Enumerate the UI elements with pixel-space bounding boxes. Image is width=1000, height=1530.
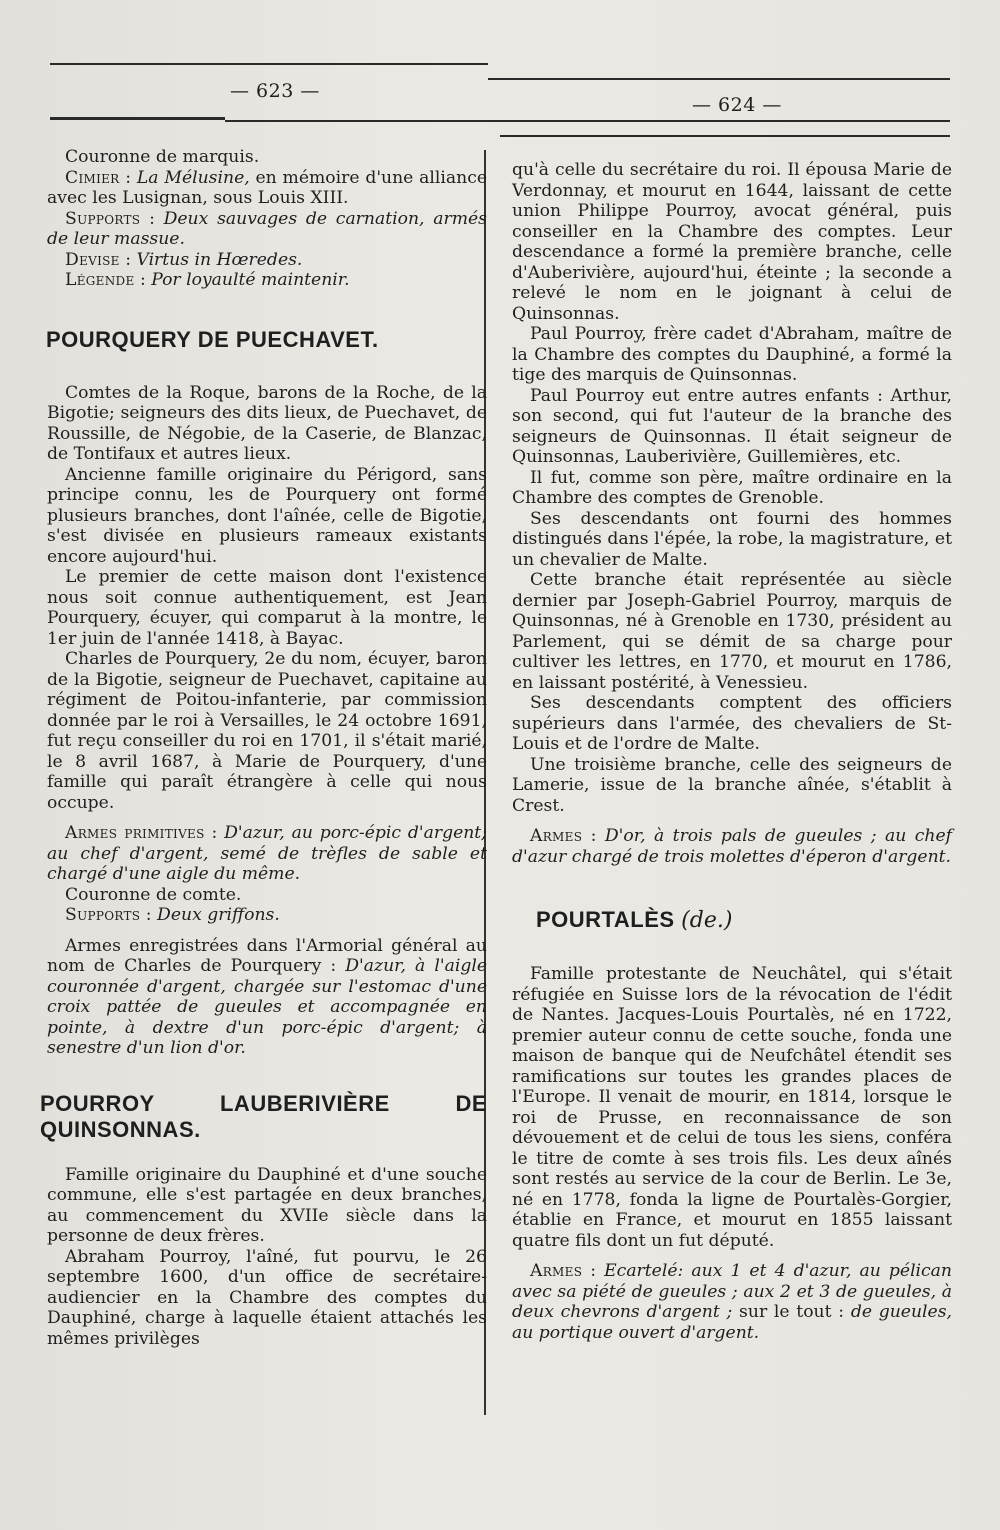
paragraph: Une troisième branche, celle des seigneurs de Lamerie, issue de la branche aînée, s'établit à Crest. — [512, 754, 952, 816]
supports-line: Supports : Deux sauvages de carnation, armés de leur massue. — [47, 208, 487, 249]
paragraph: Il fut, comme son père, maître ordinaire en la Chambre des comptes de Grenoble. — [512, 467, 952, 508]
paragraph: Comtes de la Roque, barons de la Roche, de la Bigotie; seigneurs des dits lieux, de Puechavet, de Roussille, de Négobie, de la Caserie, de Blanzac, de Tontifaux et autres lieux. — [47, 382, 487, 464]
page-number-left: — 623 — — [230, 80, 320, 102]
paragraph: Famille originaire du Dauphiné et d'une souche commune, elle s'est partagée en deux branches, au commencement du XVIIe siècle dans la personne de deux frères. — [47, 1164, 487, 1246]
left-column — [40, 147, 488, 1349]
legende-line: Légende : Por loyaulté maintenir. — [65, 270, 350, 290]
paragraph: Paul Pourroy, frère cadet d'Abraham, maître de la Chambre des comptes du Dauphiné, a formé la tige des marquis de Quinsonnas. — [512, 324, 952, 385]
paragraph: Cette branche était représentée au siècle dernier par Joseph-Gabriel Pourroy, marquis de Quinsonnas, né à Grenoble en 1730, président au Parlement, qui se démit de sa charge pour cultiver les lettres, en 1770, et mourut en 1786, en laissant postérité, à Venessieu. — [512, 570, 952, 693]
heading-pourroy: POURROY LAUBERIVIÈRE DE QUINSONNAS. — [40, 1090, 487, 1142]
paragraph: Charles de Pourquery, 2e du nom, écuyer, baron de la Bigotie, seigneur de Puechavet, capitaine au régiment de Poitou-infanterie, par commission donnée par le roi à Versailles, le 24 octobre 1691, fut reçu conseiller du roi en 1701, il s'était marié, le 8 avril 1687, à Marie de Pourquery, d'une famille qui paraît étrangère à celle qui nous occupe. — [47, 649, 487, 813]
armorial-paragraph: Armes enregistrées dans l'Armorial général au nom de Charles de Pourquery : D'azur, à l'aigle couronnée d'argent, chargée sur l'estomac d'une croix pattée de gueules et accompagnée en pointe, à dextre d'un porc-épic d'argent; à senestre d'un lion d'or. — [47, 935, 488, 1058]
paragraph: Ses descendants ont fourni des hommes distingués dans l'épée, la robe, la magistrature, et un chevalier de Malte. — [512, 508, 952, 570]
paragraph: Abraham Pourroy, l'aîné, fut pourvu, le 26 septembre 1600, d'un office de secrétaire-audiencier en la Chambre des comptes du Dauphiné, charge à laquelle étaient attachés les mêmes privilèges — [47, 1246, 487, 1349]
header-rule-right-top — [488, 78, 950, 80]
paragraph: Ses descendants comptent des officiers supérieurs dans l'armée, des chevaliers de St-Louis et de l'ordre de Malte. — [512, 693, 952, 754]
header-rule-left-bottom — [50, 117, 225, 120]
supports-line: Supports : Deux griffons. — [65, 905, 280, 925]
armes-primitives: Armes primitives : D'azur, au porc-épic d'argent; au chef d'argent, semé de trèfles de sable et chargé d'une aigle du même. — [47, 823, 488, 884]
paragraph: Paul Pourroy eut entre autres enfants : Arthur, son second, qui fut l'auteur de la branche des seigneurs de Quinsonnas. Il était seigneur de Quinsonnas, Lauberivière, Guillemières, etc. — [512, 385, 952, 467]
header-rule-right-bottom — [500, 135, 950, 137]
paragraph: qu'à celle du secrétaire du roi. Il épousa Marie de Verdonnay, et mourut en 1644, laissant de cette union Philippe Pourroy, avocat général, puis conseiller en la Chambre des comptes. Leur descendance a formé la première branche, celle d'Auberivière, aujourd'hui, éteinte ; la seconde a relevé le nom en le joignant à celui de Quinsonnas. — [512, 160, 952, 324]
heading-pourquery: POURQUERY DE PUECHAVET. — [46, 326, 379, 352]
paragraph: Famille protestante de Neuchâtel, qui s'était réfugiée en Suisse lors de la révocation de l'édit de Nantes. Jacques-Louis Pourtalès, né en 1722, premier auteur connu de cette souche, fonda une maison de banque qui de Neufchâtel étendit ses ramifications sur toutes les grandes places de l'Europe. Il venait de mourir, en 1814, lorsque le roi de Prusse, en reconnaissance de son dévouement et de celui de tous les siens, conféra le titre de comte à ses trois fils. Les deux aînés sont restés au service de la cour de Berlin. Le 3e, né en 1778, fonda la ligne de Pourtalès-Gorgier, établie en France, et mourut en 1855 laissant quatre fils dont un fut député. — [512, 964, 952, 1251]
crown-line: Couronne de marquis. — [65, 147, 260, 167]
cimier-line: Cimier : La Mélusine, en mémoire d'une alliance avec les Lusignan, sous Louis XIII. — [47, 167, 487, 208]
right-column — [512, 160, 952, 1343]
header-rule-left-top — [50, 63, 488, 65]
heading-pourtales: POURTALÈS (de.) — [536, 907, 733, 933]
page-number-right: — 624 — — [692, 94, 782, 116]
armes-quinsonnas: Armes : D'or, à trois pals de gueules ; au chef d'azur chargé de trois molettes d'éperon d'argent. — [512, 826, 953, 867]
header-rule-mid-bottom — [225, 120, 950, 122]
paragraph: Le premier de cette maison dont l'existence nous soit connue authentiquement, est Jean Pourquery, écuyer, qui comparut à la montre, le 1er juin de l'année 1418, à Bayac. — [47, 567, 487, 649]
armes-pourtales: Armes : Ecartelé: aux 1 et 4 d'azur, au pélican avec sa piété de gueules ; aux 2 et 3 de gueules, à deux chevrons d'argent ; sur le tout : de gueules, au portique ouvert d'argent. — [512, 1261, 953, 1343]
crown-line: Couronne de comte. — [65, 884, 242, 905]
devise-line: Devise : Virtus in Hœredes. — [65, 249, 303, 270]
paragraph: Ancienne famille originaire du Périgord, sans principe connu, les de Pourquery ont formé plusieurs branches, dont l'aînée, celle de Bigotie, s'est divisée en plusieurs rameaux existants encore aujourd'hui. — [47, 464, 487, 567]
